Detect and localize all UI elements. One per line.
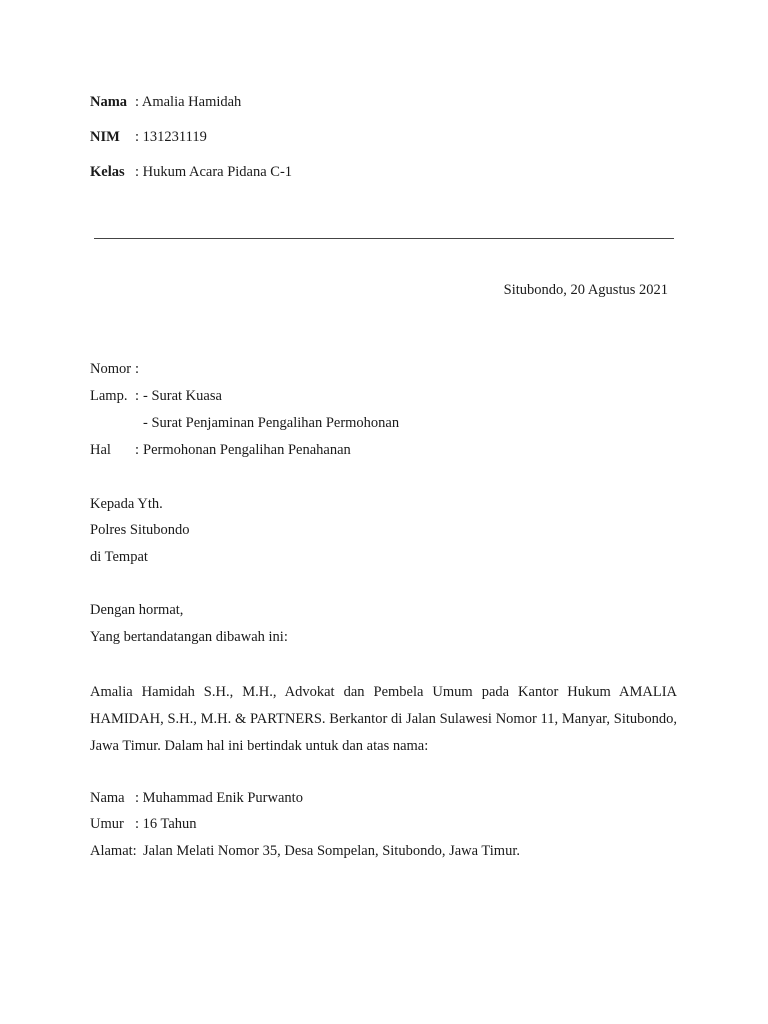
- lamp-item-2: - Surat Penjaminan Pengalihan Permohonan: [143, 415, 400, 431]
- client-umur-label: Umur: [90, 816, 124, 832]
- client-alamat-value: Jalan Melati Nomor 35, Desa Sompelan, Situbondo, Jawa Timur.: [143, 843, 520, 859]
- header-kelas-label: Kelas: [90, 164, 125, 180]
- hal-label: Hal: [90, 442, 111, 458]
- client-nama-value: : Muhammad Enik Purwanto: [135, 790, 303, 806]
- recipient-line-3: di Tempat: [90, 549, 148, 565]
- nomor-sep: :: [135, 361, 140, 377]
- lamp-item-1: - Surat Kuasa: [143, 388, 222, 404]
- recipient-line-2: Polres Situbondo: [90, 522, 190, 538]
- header-nama-label: Nama: [90, 94, 128, 110]
- header-kelas-value: : Hukum Acara Pidana C-1: [135, 164, 293, 180]
- lamp-label: Lamp.: [90, 388, 128, 404]
- greeting-line-1: Dengan hormat,: [90, 602, 184, 618]
- hal-sep: :: [135, 442, 140, 458]
- header-divider: [94, 238, 674, 239]
- lamp-sep: :: [135, 388, 140, 404]
- body-paragraph: Amalia Hamidah S.H., M.H., Advokat dan Pembela Umum pada Kantor Hukum AMALIA HAMIDAH, S.H., M.H. & PARTNERS. Berkantor di Jalan Sulawesi Nomor 11, Manyar, Situbondo, Jawa Timur. Dalam hal ini bertindak untuk dan atas nama:: [90, 684, 677, 754]
- greeting-line-2: Yang bertandatangan dibawah ini:: [90, 629, 288, 645]
- client-nama-label: Nama: [90, 790, 125, 806]
- header-nim-value: : 131231119: [135, 129, 207, 145]
- hal-value: Permohonan Pengalihan Penahanan: [143, 442, 351, 458]
- header-nama-value: : Amalia Hamidah: [135, 94, 242, 110]
- client-alamat-label: Alamat:: [90, 843, 137, 859]
- place-date: Situbondo, 20 Agustus 2021: [503, 282, 668, 298]
- header-nim-label: NIM: [90, 129, 120, 145]
- recipient-line-1: Kepada Yth.: [90, 496, 163, 512]
- nomor-label: Nomor: [90, 361, 132, 377]
- client-umur-value: : 16 Tahun: [135, 816, 197, 832]
